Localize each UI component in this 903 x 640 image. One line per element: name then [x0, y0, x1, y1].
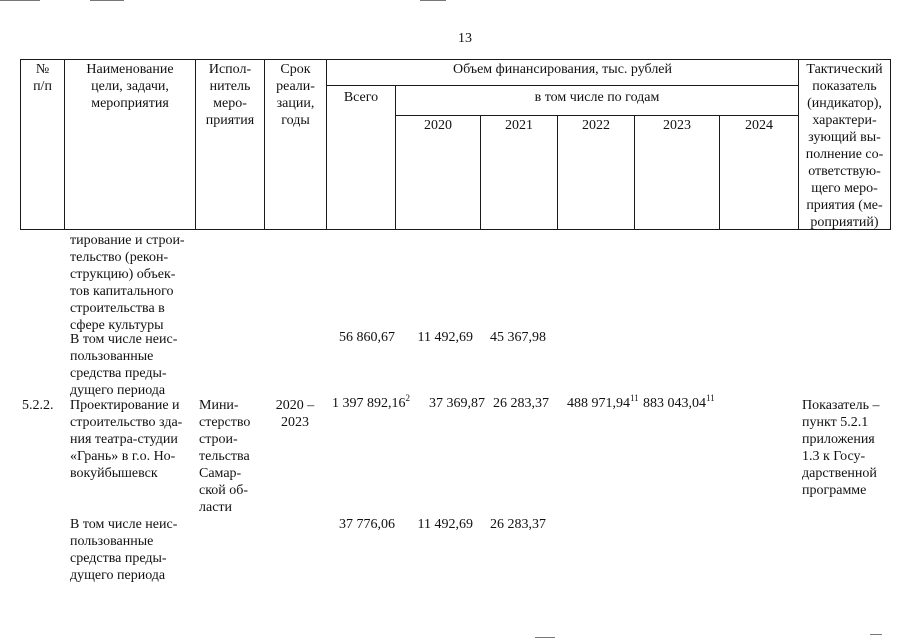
item-indicator: Показатель – пункт 5.2.1 приложения 1.3 к Госу- дарственной программе	[802, 398, 880, 498]
scan-mark	[870, 634, 882, 635]
header-total: Всего	[343, 90, 379, 105]
scan-mark	[420, 0, 446, 1]
header-funding-title: Объем финансирования, тыс. рублей	[452, 62, 673, 77]
col-border	[395, 85, 396, 230]
col-border	[326, 59, 327, 230]
table-header-bottom-border	[20, 229, 891, 230]
scan-mark	[90, 0, 124, 1]
unused-funds-total-2: 37 776,06	[339, 517, 395, 532]
header-year-2024: 2024	[745, 118, 773, 133]
item-2023-footnote: 11	[706, 393, 715, 403]
page-number: 13	[458, 31, 472, 46]
continuation-name: тирование и строи- тельство (рекон- струкцию) объек- тов капитального строительства в сфере культуры	[70, 233, 185, 333]
item-2022: 488 971,94	[567, 396, 630, 411]
item-2021: 26 283,37	[493, 396, 549, 411]
scan-mark	[535, 637, 555, 638]
funding-title-divider	[326, 85, 798, 86]
item-period: 2020 – 2023	[275, 398, 315, 430]
item-total: 1 397 892,16	[332, 396, 406, 411]
table-top-border	[20, 59, 891, 60]
unused-funds-2020-2: 11 492,69	[417, 517, 473, 532]
item-2023: 883 043,04	[643, 396, 706, 411]
item-total-footnote: 2	[405, 393, 410, 403]
header-indicator: Тактический показатель (индикатор), характери- зующий вы- полнение со- ответствую- щего меро- приятия (ме- роприятий)	[805, 62, 884, 230]
unused-funds-label-2: В том числе неис- пользованные средства преды- дущего периода	[70, 517, 178, 583]
header-name: Наименование цели, задачи, мероприятия	[86, 62, 174, 111]
unused-funds-2021: 45 367,98	[490, 330, 546, 345]
header-year-2023: 2023	[663, 118, 691, 133]
header-executor: Испол- нитель меро- приятия	[205, 62, 255, 128]
item-number: 5.2.2.	[22, 398, 54, 413]
item-2023-cell	[643, 395, 715, 412]
item-executor: Мини- стерство строи- тельства Самар- ской об- ласти	[199, 398, 251, 515]
unused-funds-label: В том числе неис- пользованные средства преды- дущего периода	[70, 332, 178, 398]
item-2022-footnote: 11	[630, 393, 639, 403]
years-divider	[395, 115, 798, 116]
item-2022-cell	[567, 395, 639, 412]
header-number: № п/п	[33, 62, 52, 94]
col-border	[890, 59, 891, 230]
header-period: Срок реали- зации, годы	[276, 62, 315, 128]
header-year-2020: 2020	[424, 118, 452, 133]
header-year-2022: 2022	[582, 118, 610, 133]
item-name: Проектирование и строительство зда- ния театра-студии «Грань» в г.о. Но- вокуйбышевск	[70, 398, 183, 481]
item-total-cell	[322, 395, 410, 412]
item-2020: 37 369,87	[429, 396, 485, 411]
unused-funds-2020: 11 492,69	[417, 330, 473, 345]
header-year-2021: 2021	[505, 118, 533, 133]
unused-funds-total: 56 860,67	[339, 330, 395, 345]
unused-funds-2021-2: 26 283,37	[490, 517, 546, 532]
scan-mark	[0, 0, 40, 1]
header-by-years: в том числе по годам	[534, 90, 660, 105]
